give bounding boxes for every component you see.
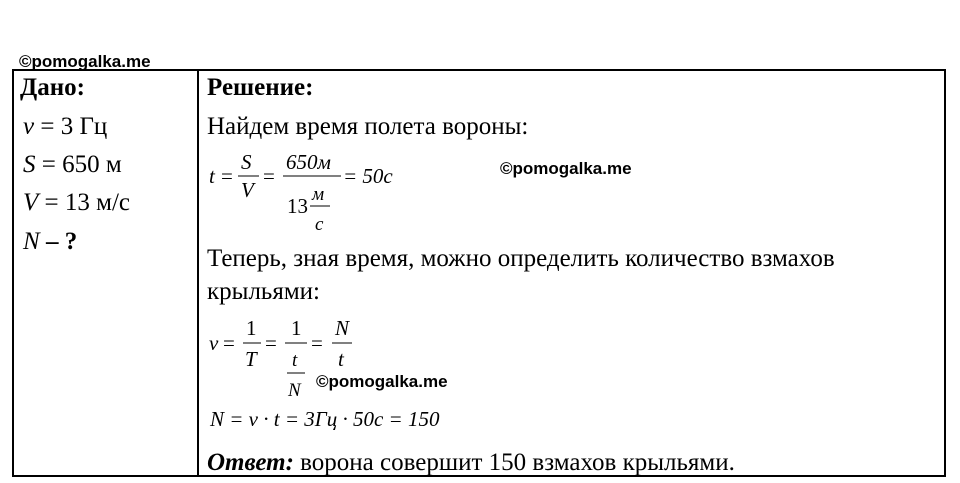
solution-step2-line1: Теперь, зная время, можно определить количество взмахов	[207, 245, 835, 272]
watermark-lower: ©pomogalka.me	[316, 372, 448, 391]
given-value: = 650 м	[35, 151, 122, 178]
given-var: ν	[23, 113, 35, 140]
answer-line	[207, 449, 735, 477]
formula-frequency	[207, 316, 387, 406]
f1-frac2-den-int: 13	[287, 194, 308, 218]
f1-frac1-den: V	[241, 178, 254, 202]
given-speed	[23, 189, 130, 217]
given-unknown	[23, 228, 77, 256]
watermark-top: ©pomogalka.me	[19, 52, 151, 71]
f2-frac3-num: N	[335, 316, 350, 340]
answer-text: ворона совершит 150 взмахов крыльями.	[293, 449, 735, 476]
column-divider	[197, 71, 199, 475]
f1-eq1: =	[221, 164, 233, 188]
f2-eq3: =	[311, 331, 323, 355]
given-var: S	[23, 151, 36, 178]
given-frequency	[23, 113, 107, 141]
f2-eq2: =	[265, 331, 277, 355]
f2-frac2-num: 1	[291, 316, 302, 340]
given-value: = 13 м/с	[38, 189, 130, 216]
f1-lhs: t	[209, 164, 215, 188]
formula-count: N = ν · t = 3Гц · 50с = 150	[210, 407, 440, 431]
f1-frac2-den-den: с	[315, 214, 324, 235]
solution-step1: Найдем время полета вороны:	[207, 113, 529, 140]
given-value: – ?	[39, 228, 78, 255]
f2-frac3-den: t	[338, 347, 344, 371]
f1-frac2-num: 650м	[286, 150, 331, 174]
f1-frac2-den-num: м	[312, 184, 325, 205]
given-title: Дано:	[20, 74, 85, 101]
f1-eq2: =	[263, 164, 275, 188]
given-value: = 3 Гц	[34, 113, 108, 140]
watermark-middle: ©pomogalka.me	[500, 159, 632, 178]
f2-eq1: =	[223, 331, 235, 355]
formula-time	[207, 147, 447, 239]
given-var: N	[23, 228, 40, 255]
answer-label: Ответ:	[207, 449, 294, 476]
given-distance	[23, 151, 122, 179]
problem-table	[12, 69, 946, 477]
f2-lhs: ν	[209, 331, 219, 355]
solution-title: Решение:	[207, 74, 314, 101]
f2-frac2-den-num: t	[292, 350, 298, 371]
solution-step2-line2: крыльями:	[207, 278, 320, 305]
f2-frac1-num: 1	[246, 316, 257, 340]
f1-frac1-num: S	[241, 150, 252, 174]
f2-frac1-den: T	[245, 347, 257, 371]
f2-frac2-den-den: N	[288, 380, 301, 401]
given-var: V	[23, 189, 39, 216]
f1-result: = 50с	[343, 164, 393, 188]
